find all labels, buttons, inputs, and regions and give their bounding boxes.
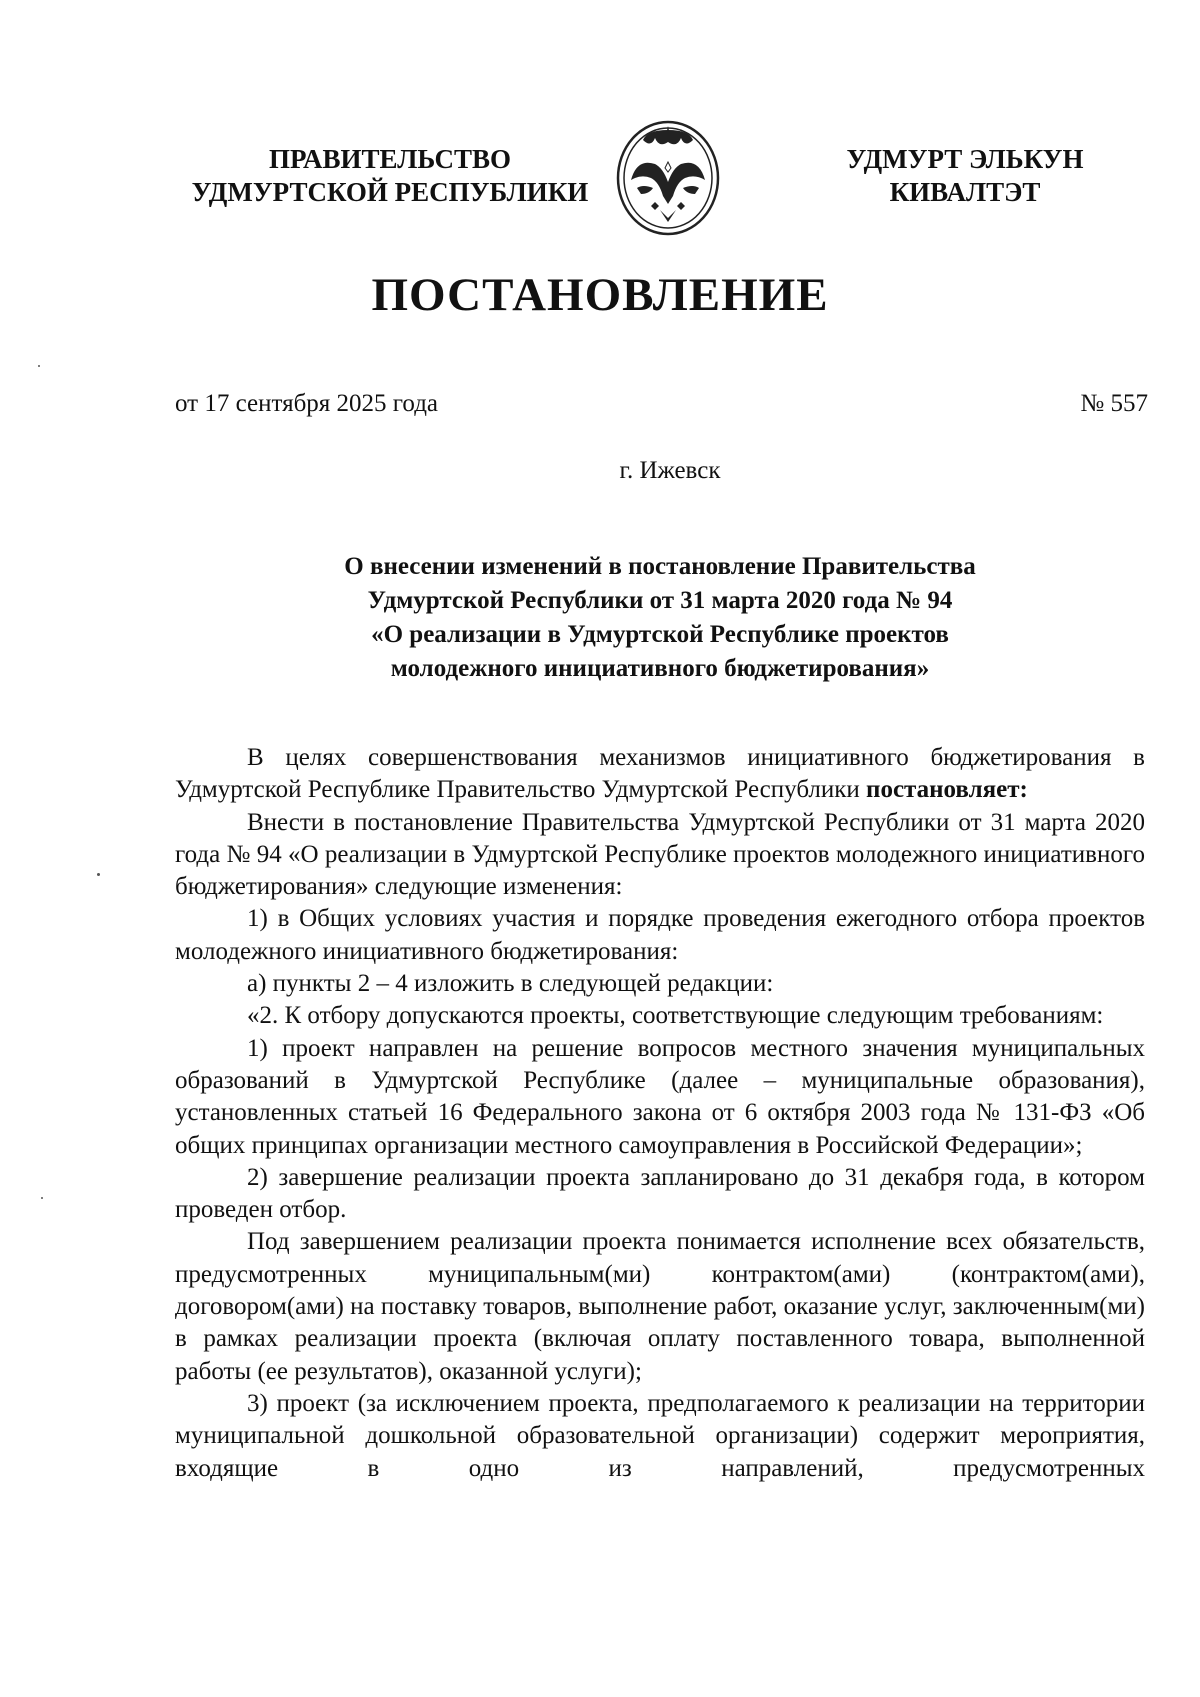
subject-line-1: О внесении изменений в постановление Правительства [344, 553, 976, 580]
preamble-resolves: постановляет: [866, 776, 1028, 804]
issuer-name-udmurt [800, 143, 1130, 209]
document-body [175, 742, 1145, 1485]
scan-speck [41, 1197, 43, 1199]
preamble-text: В целях совершенствования механизмов инициативного бюджетирования в Удмуртской Республике Правительство Удмуртской Республики [175, 744, 1145, 804]
scan-speck [38, 365, 40, 367]
document-number: № 557 [1080, 390, 1148, 417]
document-subject [175, 550, 1145, 686]
body-paragraph-clause-2: «2. К отбору допускаются проекты, соответствующие следующим требованиям: [247, 1002, 1104, 1030]
issuer-line-1: ПРАВИТЕЛЬСТВО [268, 144, 512, 174]
issuer-name-russian [160, 143, 620, 209]
document-type-title: ПОСТАНОВЛЕНИЕ [371, 269, 829, 321]
issuer-udmurt-line-2: КИВАЛТЭТ [889, 177, 1041, 207]
subject-line-2: Удмуртской Республики от 31 марта 2020 года № 94 [367, 587, 953, 614]
issuer-udmurt-line-1: УДМУРТ ЭЛЬКУН [846, 144, 1084, 174]
document-city: г. Ижевск [619, 457, 721, 484]
subject-line-4: молодежного инициативного бюджетирования» [390, 655, 930, 682]
body-paragraph-preamble [175, 742, 1145, 807]
body-paragraph-item-a: а) пункты 2 – 4 изложить в следующей редакции: [247, 970, 774, 998]
body-paragraph-item-1: 1) в Общих условиях участия и порядке проведения ежегодного отбора проектов молодежного инициативного бюджетирования: [175, 905, 1145, 965]
body-paragraph-requirement-1: 1) проект направлен на решение вопросов местного значения муниципальных образований в Удмуртской Республике (далее – муниципальные образования), установленных статьей 16 Федерального закона от 6 октября 2003 года № 131-ФЗ «Об общих принципах организации местного самоуправления в Российской Федерации»; [175, 1034, 1145, 1159]
body-paragraph-requirement-3: 3) проект (за исключением проекта, предполагаемого к реализации на территории муниципальной дошкольной образовательной организации) содержит мероприятия, входящие в одно из направлений, предусмотренных [175, 1389, 1145, 1482]
udmurt-coat-of-arms-icon [613, 118, 723, 238]
body-paragraph-requirement-2: 2) завершение реализации проекта запланировано до 31 декабря года, в котором проведен отбор. [175, 1163, 1145, 1224]
scan-speck [97, 873, 100, 876]
document-date: от 17 сентября 2025 года [175, 390, 439, 417]
subject-line-3: «О реализации в Удмуртской Республике проектов [371, 621, 949, 648]
body-paragraph-completion: Под завершением реализации проекта понимается исполнение всех обязательств, предусмотренных муниципальным(ми) контрактом(ами) (контрактом(ами), договором(ами) на поставку товаров, выполнение работ, оказание услуг, заключенным(ми) в рамках реализации проекта (включая оплату поставленного товара, выполненной работы (ее результатов), оказанной услуги); [175, 1228, 1145, 1385]
issuer-line-2: УДМУРТСКОЙ РЕСПУБЛИКИ [191, 177, 589, 207]
body-paragraph-amend: Внести в постановление Правительства Удмуртской Республики от 31 марта 2020 года № 94 «О реализации в Удмуртской Республике проектов молодежного инициативного бюджетирования» следующие изменения: [175, 808, 1145, 901]
